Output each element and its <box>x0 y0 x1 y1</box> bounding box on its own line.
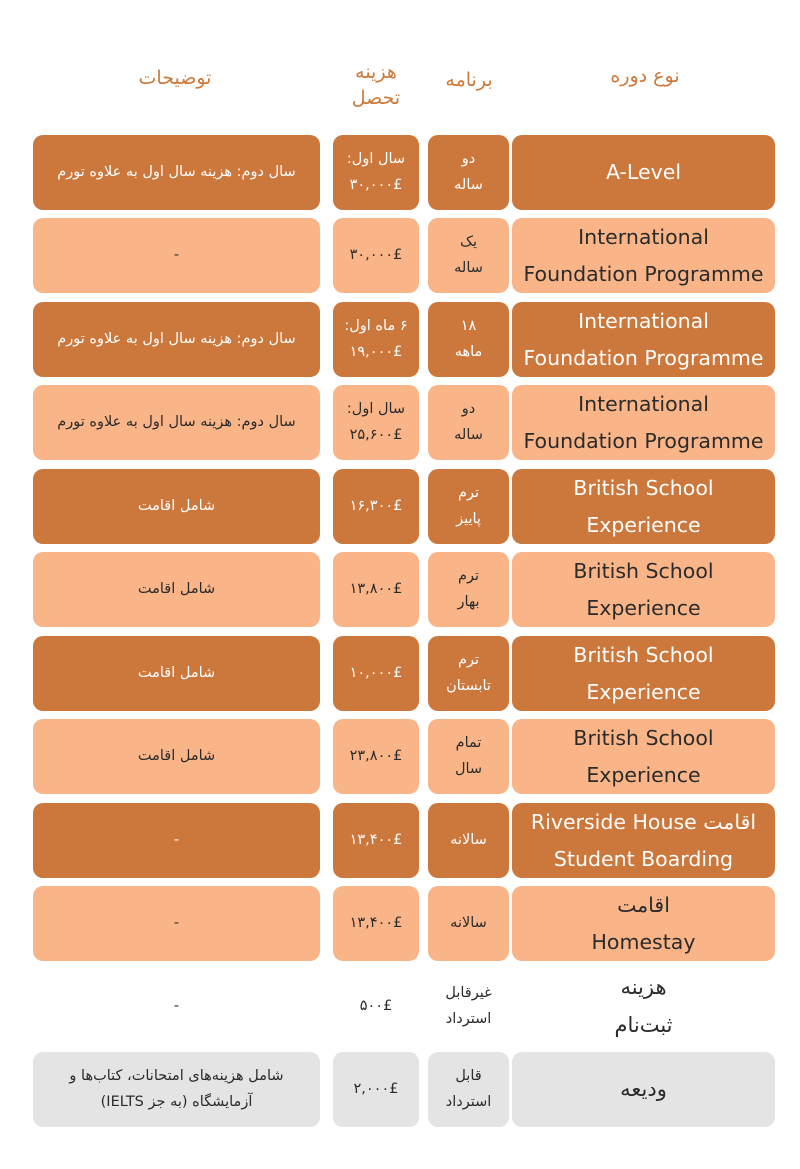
row-10-program <box>428 886 509 961</box>
row-1-program-line1: دو <box>461 151 476 168</box>
row-10-program-line1: سالانه <box>450 914 487 931</box>
row-7-program-line2: تابستان <box>446 677 491 694</box>
row-10-description <box>33 886 320 961</box>
row-9-type <box>512 803 775 878</box>
row-12-fee-line1: ۲,۰۰۰£ <box>353 1080 399 1097</box>
row-12-description <box>33 1052 320 1127</box>
row-8-type-line1: British School <box>573 725 714 750</box>
row-5-description-text: شامل اقامت <box>137 497 216 514</box>
row-9-program <box>428 803 509 878</box>
row-3-fee-line2: ۱۹,۰۰۰£ <box>349 343 403 360</box>
row-12-program-line1: قابل <box>455 1068 482 1085</box>
header-description-label: توضیحات <box>138 67 212 89</box>
row-12-fee <box>333 1052 419 1127</box>
header-fee-line1: هزینه <box>355 61 397 83</box>
row-1-fee <box>333 135 419 210</box>
row-10-type <box>512 886 775 961</box>
row-2-fee <box>333 218 419 293</box>
row-4-fee <box>333 385 419 460</box>
row-11-type <box>512 969 775 1044</box>
row-5-program <box>428 469 509 544</box>
row-6-program <box>428 552 509 627</box>
row-7-description-text: شامل اقامت <box>137 664 216 681</box>
header-type-label: نوع دوره <box>610 65 680 87</box>
row-6-program-line1: ترم <box>458 568 480 585</box>
row-12-type <box>512 1052 775 1127</box>
row-5-program-line1: ترم <box>457 485 479 502</box>
header-program-label: برنامه <box>445 69 493 91</box>
row-5-type-line2: Experience <box>586 512 701 537</box>
row-9-fee <box>333 803 419 878</box>
row-3-type <box>512 302 775 377</box>
row-4-description <box>33 385 320 460</box>
row-8-type <box>512 719 775 794</box>
row-8-program-line1: تمام <box>455 735 482 752</box>
row-5-description <box>33 469 320 544</box>
row-9-program-line1: سالانه <box>450 831 487 848</box>
row-8-type-line2: Experience <box>586 762 701 787</box>
row-11-program-line1: غیرقابل <box>445 985 492 1002</box>
row-9-description-text: - <box>173 831 180 848</box>
row-5-program-line2: پاییز <box>456 510 481 527</box>
row-1-fee-line2: ۳۰,۰۰۰£ <box>349 176 403 193</box>
row-5-type <box>512 469 775 544</box>
row-3-fee-line1: ۶ ماه اول: <box>344 318 408 335</box>
row-8-description-text: شامل اقامت <box>137 747 216 764</box>
row-8-fee-line1: ۲۳,۸۰۰£ <box>349 747 403 764</box>
header-fee-line2: تحصل <box>351 86 401 109</box>
header-fee <box>330 60 422 111</box>
row-10-description-text: - <box>173 914 180 931</box>
row-3-description <box>33 302 320 377</box>
row-11-program <box>428 969 509 1044</box>
row-9-fee-line1: ۱۳,۴۰۰£ <box>349 831 403 848</box>
row-2-type <box>512 218 775 293</box>
row-8-description <box>33 719 320 794</box>
row-7-type-line2: Experience <box>586 679 701 704</box>
row-4-fee-line1: سال اول: <box>346 401 406 418</box>
row-1-fee-line1: سال اول: <box>346 151 406 168</box>
row-4-program <box>428 385 509 460</box>
row-7-fee <box>333 636 419 711</box>
row-7-type-line1: British School <box>573 642 714 667</box>
row-4-type-line1: International <box>578 391 709 416</box>
row-11-type-line1: هزینه <box>620 974 667 999</box>
row-5-fee <box>333 469 419 544</box>
row-8-program <box>428 719 509 794</box>
row-6-description-text: شامل اقامت <box>137 580 216 597</box>
row-2-program-line1: یک <box>460 234 478 251</box>
row-6-fee-line1: ۱۳,۸۰۰£ <box>349 580 403 597</box>
row-9-description <box>33 803 320 878</box>
row-8-program-line2: سال <box>454 760 483 777</box>
row-1-description <box>33 135 320 210</box>
row-10-type-line2: Homestay <box>591 929 696 954</box>
row-7-program-line1: ترم <box>457 652 479 669</box>
row-11-fee-line1: ۵۰۰£ <box>359 997 393 1014</box>
row-11-fee <box>333 969 419 1044</box>
row-3-fee <box>333 302 419 377</box>
row-7-type <box>512 636 775 711</box>
row-5-type-line1: British School <box>573 475 714 500</box>
row-3-type-line1: International <box>578 308 709 333</box>
row-2-type-line2: Foundation Programme <box>523 261 764 286</box>
row-11-type-line2: ثبت‌نام <box>614 1012 673 1037</box>
row-6-type <box>512 552 775 627</box>
row-8-fee <box>333 719 419 794</box>
row-10-fee <box>333 886 419 961</box>
row-2-type-line1: International <box>578 224 709 249</box>
row-9-type-line1: اقامت Riverside House <box>530 809 757 834</box>
row-7-fee-line1: ۱۰,۰۰۰£ <box>349 664 403 681</box>
row-10-type-line1: اقامت <box>617 892 670 917</box>
row-3-program-line1: ۱۸ <box>460 318 477 335</box>
row-11-description-text: - <box>173 997 180 1014</box>
row-2-program <box>428 218 509 293</box>
row-6-type-line1: British School <box>573 558 714 583</box>
row-2-program-line2: ساله <box>454 259 483 276</box>
row-12-type-line1: ودیعه <box>620 1076 667 1101</box>
row-12-program-line2: استرداد <box>445 1093 492 1110</box>
row-12-description-text: شامل هزینه‌های امتحانات، کتاب‌ها و آزمایشگاه (به جز IELTS) <box>69 1068 284 1110</box>
row-4-type-line2: Foundation Programme <box>523 428 764 453</box>
row-6-description <box>33 552 320 627</box>
row-10-fee-line1: ۱۳,۴۰۰£ <box>349 914 403 931</box>
row-4-description-text: سال دوم: هزینه سال اول به علاوه تورم <box>57 413 296 430</box>
row-11-description <box>33 969 320 1044</box>
row-6-type-line2: Experience <box>586 595 701 620</box>
row-1-type-text: A-Level <box>605 160 682 185</box>
row-3-program-line2: ماهه <box>454 343 483 360</box>
header-program <box>425 68 513 94</box>
row-11-program-line2: استرداد <box>445 1010 492 1027</box>
row-2-fee-line1: ۳۰,۰۰۰£ <box>349 246 403 263</box>
row-2-description <box>33 218 320 293</box>
row-6-fee <box>333 552 419 627</box>
header-type <box>560 64 730 90</box>
row-7-program <box>428 636 509 711</box>
row-12-program <box>428 1052 509 1127</box>
row-5-fee-line1: ۱۶,۳۰۰£ <box>349 497 403 514</box>
row-9-type-line2: Student Boarding <box>553 846 734 871</box>
row-1-program-line2: ساله <box>454 176 483 193</box>
row-4-fee-line2: ۲۵,۶۰۰£ <box>349 426 403 443</box>
row-2-description-text: - <box>173 246 180 263</box>
row-4-program-line2: ساله <box>454 426 483 443</box>
row-4-type <box>512 385 775 460</box>
row-3-program <box>428 302 509 377</box>
row-6-program-line2: بهار <box>457 593 480 610</box>
row-1-program <box>428 135 509 210</box>
row-7-description <box>33 636 320 711</box>
row-3-description-text: سال دوم: هزینه سال اول به علاوه تورم <box>57 330 296 347</box>
row-1-description-text: سال دوم: هزینه سال اول به علاوه تورم <box>57 163 296 180</box>
header-description <box>90 66 260 92</box>
row-1-type <box>512 135 775 210</box>
row-3-type-line2: Foundation Programme <box>523 345 764 370</box>
row-4-program-line1: دو <box>461 401 476 418</box>
